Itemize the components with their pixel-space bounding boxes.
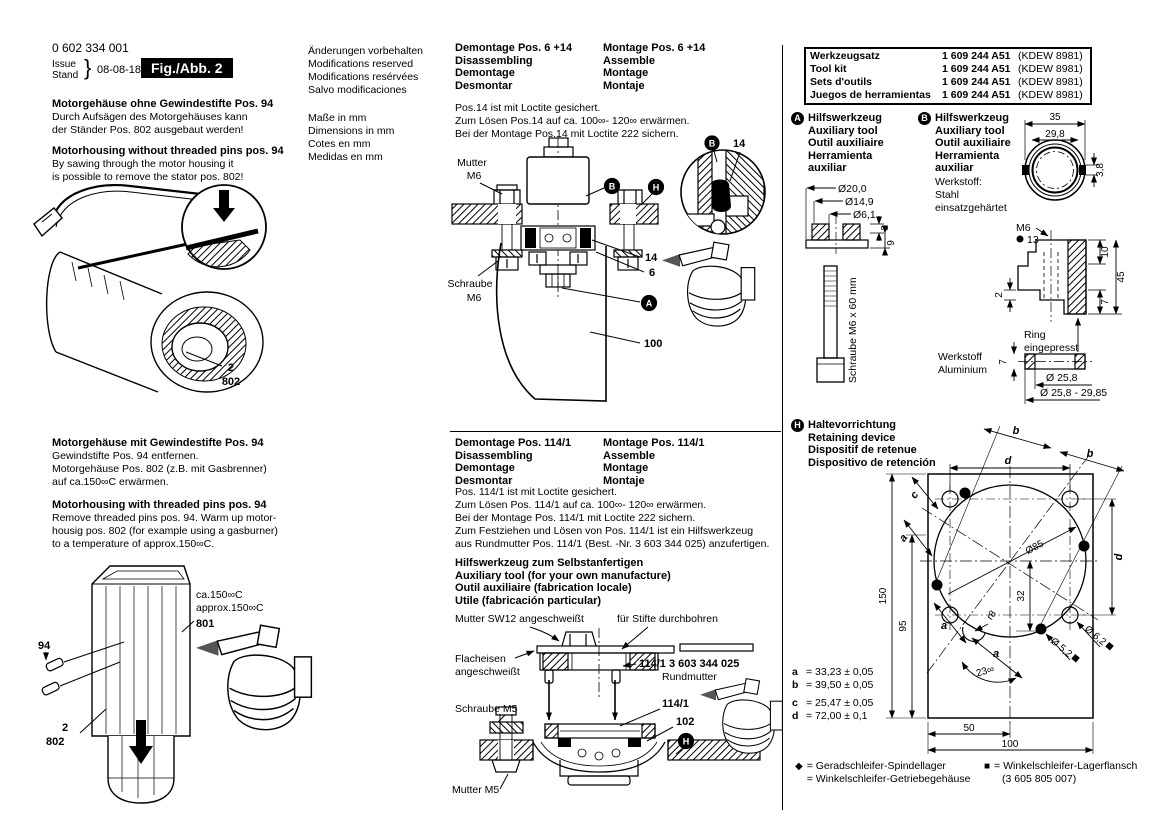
dim-38-label: 3,8 <box>1095 163 1106 177</box>
sec1-note1: Pos.14 ist mit Loctite gesichert. <box>455 102 601 114</box>
marker-h-badge: H <box>791 419 804 432</box>
sec2-tool-en: Auxiliary tool (for your own manufacture) <box>455 569 671 582</box>
sec1-d-fr: Demontage <box>455 67 515 79</box>
label-mutter-sw12: Mutter SW12 angeschweißt <box>455 613 584 625</box>
label-pos-100: 100 <box>644 338 663 350</box>
label-eingepresst: eingepresst <box>1024 342 1079 354</box>
inset-label-14: 14 <box>733 138 746 150</box>
tool-a-drawing <box>806 183 897 383</box>
label-pos-2b: 2 <box>62 722 69 734</box>
part-number: 0 602 334 001 <box>52 41 129 55</box>
tool-b-material <box>935 176 1007 215</box>
label-fuer-stifte: für Stifte durchbohren <box>617 613 718 625</box>
sec2-demontage-header <box>455 437 571 487</box>
value-row-d <box>792 710 873 723</box>
label-ring: Ring <box>1024 329 1046 341</box>
sec2-m-title: Montage Pos. 114/1 <box>603 437 705 449</box>
left2-en-title: Motorhousing with threaded pins pos. 94 <box>52 499 267 511</box>
value-key-c: c <box>792 697 798 709</box>
sec2-m-fr: Montage <box>603 462 649 474</box>
value-b: = 39,50 ± 0,05 <box>806 679 874 691</box>
toolkit-table <box>804 47 1092 105</box>
dim-h3-label: 3 <box>880 225 891 231</box>
tool-b-fr: Outil auxiliaire <box>935 137 1011 149</box>
dim-95-label: 95 <box>898 620 909 632</box>
left1-en-line1: By sawing through the motor housing it <box>52 158 234 170</box>
value-a: = 33,23 ± 0,05 <box>806 666 874 678</box>
value-row-a <box>792 666 873 679</box>
left-section-2-text <box>52 437 278 551</box>
dim-note-es: Medidas en mm <box>308 151 383 163</box>
sec2-d-fr: Demontage <box>455 462 515 474</box>
left2-en-line2: housig pos. 802 (for example using a gasburner) <box>52 525 278 537</box>
label-102: 102 <box>676 716 695 728</box>
sec2-d-title: Demontage Pos. 114/1 <box>455 437 572 449</box>
sec2-notes-1 <box>455 486 706 525</box>
label-pos-94: 94 <box>38 640 51 652</box>
toolkit-part-number: 1 609 244 A51 <box>942 89 1011 101</box>
value-key-d: d <box>792 710 799 722</box>
marker-h-circle-2 <box>679 734 694 749</box>
toolkit-note: (KDEW 8981) <box>1018 89 1083 101</box>
dim-2-label: 2 <box>994 292 1005 298</box>
legend-square-line1: = Winkelschleifer-Lagerflansch <box>994 760 1138 772</box>
dim-35-label: 35 <box>1049 112 1061 123</box>
tool-b-header <box>918 112 1011 175</box>
toolkit-part-number: 1 609 244 A51 <box>942 50 1011 62</box>
dim-a3-label: a <box>992 648 1000 660</box>
value-key-a: a <box>792 666 798 678</box>
dimension-values <box>792 666 873 723</box>
label-schraube-m6: M6 <box>466 292 482 304</box>
tool-b-es2: auxiliar <box>935 162 974 174</box>
label-m6-thread: M6 <box>1016 222 1031 234</box>
dim-dia52-label-group <box>1048 636 1080 666</box>
blowtorch-icon-small <box>662 242 755 326</box>
label-pos-802b: 802 <box>46 736 65 748</box>
tool-a-header <box>791 112 884 175</box>
dim-d20-label: Ø20,0 <box>838 183 867 195</box>
left1-de-title: Motorgehäuse ohne Gewindestifte Pos. 94 <box>52 98 274 110</box>
tool-a-es1: Herramienta <box>808 149 873 162</box>
label-werkstoff: Werkstoff <box>938 351 982 363</box>
label-rundmutter: Rundmutter <box>662 671 717 683</box>
ret-de: Haltevorrichtung <box>808 419 897 431</box>
dim-dia62-label-group <box>1082 624 1114 654</box>
left1-en-title: Motorhousing without threaded pins pos. 94 <box>52 145 284 157</box>
sec1-montage-header <box>603 42 705 92</box>
dim-a1-label: a <box>897 532 911 545</box>
value-key-b: b <box>792 679 799 691</box>
label-pos-801: 801 <box>196 618 215 630</box>
dim-note-fr: Cotes en mm <box>308 138 371 150</box>
stator-housing-drawing <box>38 566 311 803</box>
left2-de-title: Motorgehäuse mit Gewindestifte Pos. 94 <box>52 437 264 449</box>
sec1-m-title: Montage Pos. 6 +14 <box>603 42 706 54</box>
sec2-d-es: Desmontar <box>455 474 513 487</box>
value-row-b <box>792 679 873 692</box>
tool-a-fr: Outil auxiliaire <box>808 137 884 149</box>
sec2-m-en: Assemble <box>603 449 655 462</box>
toolkit-row-fr <box>810 76 1088 89</box>
value-d: = 72,00 ± 0,1 <box>806 710 868 722</box>
tool-a-es2: auxiliar <box>808 162 847 174</box>
tool-b-en: Auxiliary tool <box>935 124 1005 137</box>
marker-a-badge: A <box>791 112 804 125</box>
svg-text:Ø 6,2: Ø 6,2 <box>1082 623 1108 649</box>
motor-saw-drawing <box>34 185 266 392</box>
issue-label: Issue <box>52 59 76 70</box>
dim-d-right-label: d <box>1113 553 1125 561</box>
legend-diamond-line2: = Winkelschleifer-Getriebegehäuse <box>806 773 971 785</box>
sec2-notes-2 <box>455 525 769 551</box>
toolkit-note: (KDEW 8981) <box>1018 63 1083 75</box>
tool-b-de: Hilfswerkzeug <box>935 112 1009 124</box>
sec2-note1: Pos. 114/1 ist mit Loctite gesichert. <box>455 486 618 498</box>
label-schraube-m5: Schraube M5 <box>455 703 518 715</box>
notice-fr: Modifications resérvées <box>308 71 419 83</box>
svg-text:Ø 5,2: Ø 5,2 <box>1048 635 1074 661</box>
label-aluminium: Aluminium <box>938 364 988 376</box>
label-pos-6: 6 <box>649 267 656 279</box>
modifications-notice <box>308 45 423 97</box>
tool-114-drawing <box>452 613 782 796</box>
svg-text:H: H <box>652 182 660 193</box>
toolkit-part-number: 1 609 244 A51 <box>942 76 1011 88</box>
column-divider-line <box>782 45 783 810</box>
label-flacheisen-1: Flacheisen <box>455 653 506 665</box>
sec2-note2: Zum Lösen Pos. 114/1 auf ca. 100∞- 120∞ erwärmen. <box>455 499 707 511</box>
label-mutter-m5: Mutter M5 <box>452 784 500 796</box>
legend-square-line2: (3 605 805 007) <box>1002 773 1077 785</box>
retaining-device-drawing <box>878 425 1125 754</box>
dim-b2-label: b <box>1086 448 1094 460</box>
label-flacheisen-2: angeschweißt <box>455 666 520 678</box>
brace-glyph: } <box>84 55 92 80</box>
toolkit-row-en <box>810 63 1088 76</box>
marker-h-circle <box>649 180 664 195</box>
center-section-divider-line <box>450 431 781 432</box>
dim-d14-label: Ø14,9 <box>845 196 874 208</box>
square-icon: ■ <box>984 761 991 772</box>
marker-a-circle <box>642 296 657 311</box>
toolkit-label: Sets d'outils <box>810 76 873 88</box>
label-pos-802: 802 <box>221 376 241 388</box>
left1-de-line1: Durch Aufsägen des Motorgehäuses kann <box>52 111 248 123</box>
issue-date: 08-08-18 <box>97 64 142 76</box>
sec2-tool-es: Utile (fabricación particular) <box>455 594 602 607</box>
dim-b1-label: b <box>1012 425 1020 437</box>
threaded-pin-1 <box>45 657 64 671</box>
inset-marker-b-circle <box>705 136 719 150</box>
retaining-device-header <box>791 419 936 469</box>
marker-b-badge: B <box>918 112 931 125</box>
sec1-d-es: Desmontar <box>455 79 513 92</box>
label-pos-2: 2 <box>227 362 235 374</box>
disassembly-6-14-drawing <box>448 136 765 401</box>
ret-fr: Dispositif de retenue <box>808 444 917 456</box>
sec1-demontage-header <box>455 42 572 92</box>
label-mutter: Mutter <box>457 157 487 169</box>
notice-es: Salvo modificaciones <box>308 84 407 96</box>
left2-de-line3: auf ca.150∞C erwärmen. <box>52 476 169 488</box>
toolkit-label: Tool kit <box>810 63 847 75</box>
label-mutter-m6: M6 <box>466 170 482 182</box>
sec2-note5: aus Rundmutter Pos. 114/1 (Best. -Nr. 3 603 344 025) anzufertigen. <box>455 538 770 550</box>
tool-b-es1: Herramienta <box>935 149 1000 162</box>
sec1-notes <box>455 102 689 141</box>
legend-square-entry <box>984 760 1137 786</box>
left2-de-line2: Motorgehäuse Pos. 802 (z.B. mit Gasbrenner) <box>52 463 267 475</box>
value-c: = 25,47 ± 0,05 <box>806 697 874 709</box>
svg-text:H: H <box>682 736 690 747</box>
left2-en-line1: Remove threaded pins pos. 94. Warm up motor- <box>52 512 277 524</box>
toolkit-label: Juegos de herramientas <box>810 89 931 101</box>
dimensions-notice <box>308 112 394 164</box>
dim-10-label: 10 <box>1100 246 1111 258</box>
figure-number-box: Fig./Abb. 2 <box>141 58 233 78</box>
label-temp-de: ca.150∞C <box>196 589 243 601</box>
sec1-m-en: Assemble <box>603 54 655 67</box>
sec1-d-title: Demontage Pos. 6 +14 <box>455 42 573 54</box>
dim-a2-label: a <box>940 620 948 632</box>
dim-h9-label: 9 <box>886 240 897 246</box>
left-section-1-text <box>52 98 284 184</box>
diamond-icon: ◆ <box>795 761 803 772</box>
tool-a-en: Auxiliary tool <box>808 124 878 137</box>
legend-diamond-entry <box>795 760 970 786</box>
toolkit-note: (KDEW 8981) <box>1018 50 1083 62</box>
value-row-c <box>792 697 873 710</box>
dim-d6-label: Ø6,1 <box>853 209 876 221</box>
sec2-montage-header <box>603 437 704 487</box>
dim-298-label: 29,8 <box>1045 129 1065 140</box>
toolkit-label: Werkzeugsatz <box>810 50 880 62</box>
sec2-note3: Bei der Montage Pos. 114/1 mit Loctite 222 sichern. <box>455 512 696 524</box>
threaded-pin-2 <box>41 681 60 695</box>
sec1-m-fr: Montage <box>603 67 649 79</box>
sec2-m-es: Montaje <box>603 474 645 487</box>
left2-en-line3: to a temperature of approx.150∞C. <box>52 538 215 550</box>
tool-b-mat1: Werkstoff: <box>935 176 982 188</box>
tool-a-de: Hilfswerkzeug <box>808 112 882 124</box>
notice-de: Änderungen vorbehalten <box>308 45 424 57</box>
dim-45-label: 45 <box>1116 271 1127 283</box>
dim-rd1-label: Ø 25,8 <box>1046 372 1078 384</box>
sec1-m-es: Montaje <box>603 79 645 92</box>
sec2-tool-block <box>455 557 671 607</box>
dim-angle-label: 23∞ <box>975 663 996 680</box>
dim-50-label: 50 <box>963 723 975 734</box>
legend-diamond-line1: = Geradschleifer-Spindellager <box>806 760 946 772</box>
sec2-d-en: Disassembling <box>455 449 533 462</box>
label-13: 13 <box>1027 234 1039 246</box>
svg-text:B: B <box>608 181 616 192</box>
dim-note-en: Dimensions in mm <box>308 125 395 137</box>
toolkit-part-number: 1 609 244 A51 <box>942 63 1011 75</box>
left1-en-line2: is possible to remove the stator pos. 802! <box>52 171 244 183</box>
sec2-note4: Zum Festziehen und Lösen von Pos. 114/1 ist ein Hilfswerkzeug <box>455 525 754 537</box>
dim-dia85-label: Ø85 <box>1023 538 1046 558</box>
dim-r8-label: r8 <box>984 608 1000 623</box>
dim-7-label: 7 <box>1100 299 1111 305</box>
sec1-d-en: Disassembling <box>455 54 533 67</box>
sec1-note2: Zum Lösen Pos.14 auf ca. 100∞- 120∞ erwärmen. <box>455 115 690 127</box>
blowtorch-icon <box>196 625 311 729</box>
left2-de-line1: Gewindstifte Pos. 94 entfernen. <box>52 450 199 462</box>
tool-b-mat3: einsatzgehärtet <box>935 202 1007 214</box>
sec2-tool-fr: Outil auxiliaire (fabrication locale) <box>455 582 632 594</box>
dim-ring-7-label: 7 <box>998 359 1009 365</box>
left1-de-line2: der Ständer Pos. 802 ausgebaut werden! <box>52 124 244 136</box>
label-temp-en: approx.150∞C <box>196 602 264 614</box>
notice-en: Modifications reserved <box>308 58 414 70</box>
label-schraube-m6x60: Schraube M6 x 60 mm <box>847 277 859 383</box>
dim-rd2-label: Ø 25,8 - 29,85 <box>1040 387 1108 399</box>
issue-stand-block <box>52 59 78 81</box>
label-pos-14: 14 <box>645 252 658 264</box>
dim-100-label: 100 <box>1001 739 1019 750</box>
svg-text:A: A <box>645 298 653 309</box>
dim-d-top-label: d <box>1004 455 1012 467</box>
label-rundmutter-pn: 114/1 3 603 344 025 <box>639 658 740 670</box>
sec2-tool-de: Hilfswerkzeug zum Selbstanfertigen <box>455 557 644 569</box>
label-114-1: 114/1 <box>662 698 689 710</box>
stand-label: Stand <box>52 70 79 81</box>
ret-es: Dispositivo de retención <box>808 456 936 469</box>
dim-note-de: Maße in mm <box>308 112 367 124</box>
ret-en: Retaining device <box>808 431 896 444</box>
sec1-note3: Bei der Montage Pos.14 mit Loctite 222 sichern. <box>455 128 679 140</box>
dim-150-label: 150 <box>878 587 889 605</box>
label-schraube: Schraube <box>447 278 493 290</box>
toolkit-row-de <box>810 50 1088 63</box>
dim-32-label: 32 <box>1016 590 1027 602</box>
marker-b-circle <box>605 179 620 194</box>
svg-text:B: B <box>708 138 716 149</box>
toolkit-row-es <box>810 89 1088 102</box>
toolkit-note: (KDEW 8981) <box>1018 76 1083 88</box>
dim-c-label: c <box>908 489 922 502</box>
tool-b-mat2: Stahl <box>935 189 959 201</box>
